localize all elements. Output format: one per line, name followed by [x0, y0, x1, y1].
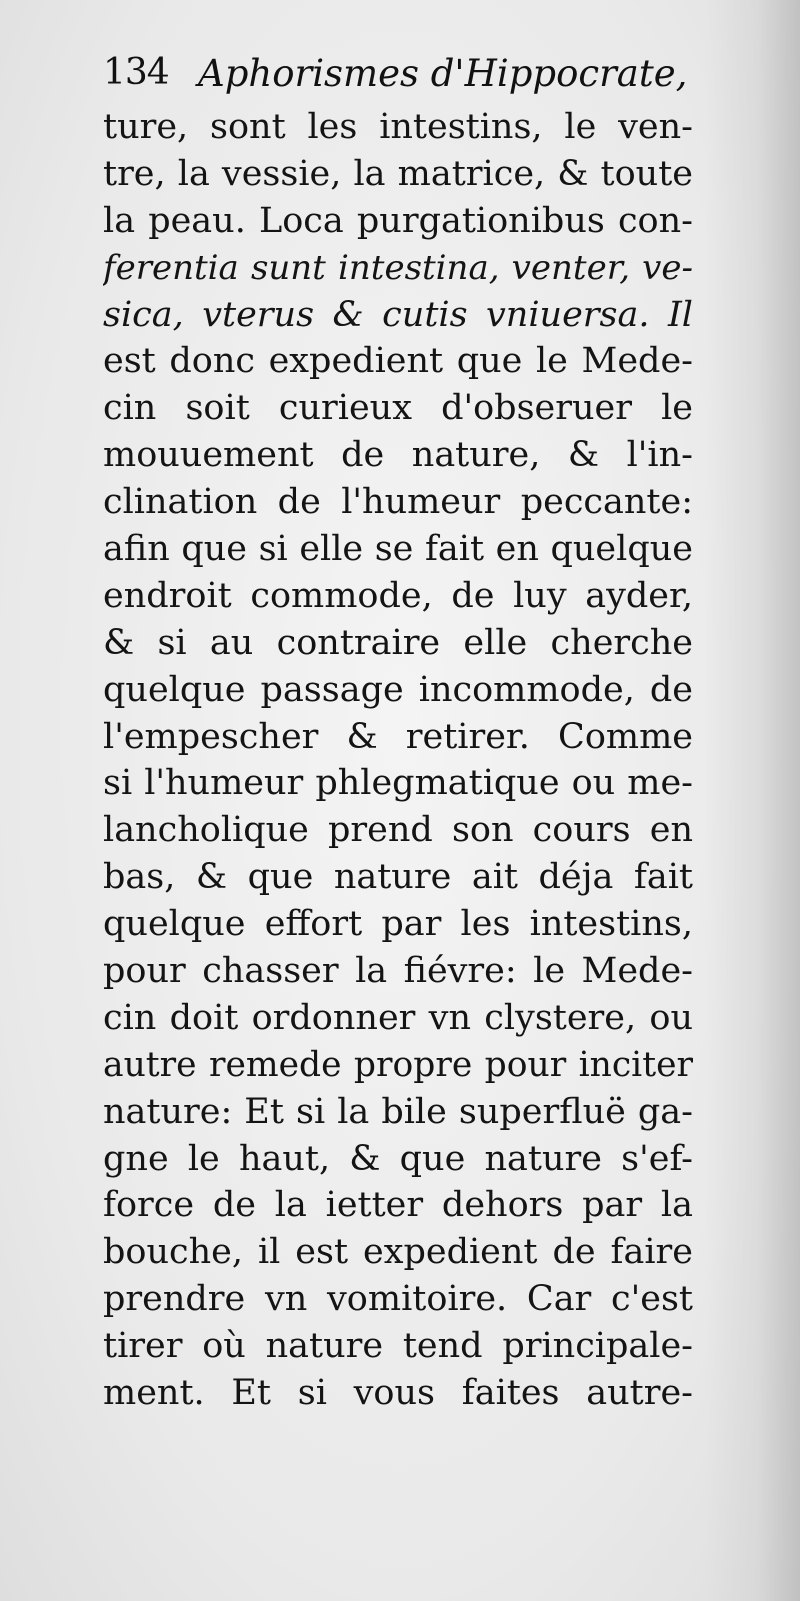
- page-header: [103, 52, 703, 102]
- text-line: nature: Et si la bile superfluë ga-: [103, 1091, 693, 1132]
- text-line: autre remede propre pour inciter: [103, 1044, 693, 1085]
- text-line: & si au contraire elle cherche: [103, 622, 693, 663]
- text-line: l'empescher & retirer. Comme: [103, 716, 693, 757]
- text-line: ment. Et si vous faites autre-: [103, 1373, 693, 1414]
- text-line: tre, la vessie, la matrice, & toute: [103, 153, 693, 194]
- running-head: Aphorismes d'Hippocrate,: [198, 52, 688, 95]
- text-line: cin doit ordonner vn clystere, ou: [103, 997, 693, 1038]
- text-line: tirer où nature tend principale-: [103, 1326, 693, 1367]
- page-number: 134: [103, 52, 169, 93]
- text-line: la peau. Loca purgationibus con-: [103, 200, 693, 241]
- text-line: cin soit curieux d'obseruer le: [103, 388, 693, 429]
- text-line: ture, sont les intestins, le ven-: [103, 107, 693, 147]
- text-line: endroit commode, de luy ayder,: [103, 575, 693, 616]
- text-line: afin que si elle se fait en quelque: [103, 529, 693, 570]
- text-line: ferentia sunt intestina, venter, ve-: [103, 247, 693, 288]
- text-line: clination de l'humeur peccante:: [103, 482, 693, 523]
- text-line: bas, & que nature ait déja fait: [103, 857, 693, 898]
- text-line: sica, vterus & cutis vniuersa. Il: [103, 294, 693, 335]
- text-line: lancholique prend son cours en: [103, 810, 693, 851]
- text-line: gne le haut, & que nature s'ef-: [103, 1138, 693, 1179]
- text-line: si l'humeur phlegmatique ou me-: [103, 763, 693, 804]
- text-line: est donc expedient que le Mede-: [103, 341, 693, 382]
- text-line: quelque effort par les intestins,: [103, 904, 693, 945]
- facing-page-show-through: [705, 0, 800, 1601]
- body-text: [103, 104, 693, 1417]
- text-line: mouuement de nature, & l'in-: [103, 435, 693, 476]
- text-line: prendre vn vomitoire. Car c'est: [103, 1279, 693, 1320]
- text-line: pour chasser la fiévre: le Mede-: [103, 951, 693, 992]
- text-line: bouche, il est expedient de faire: [103, 1232, 693, 1273]
- text-line: force de la ietter dehors par la: [103, 1185, 693, 1226]
- text-line: quelque passage incommode, de: [103, 669, 693, 710]
